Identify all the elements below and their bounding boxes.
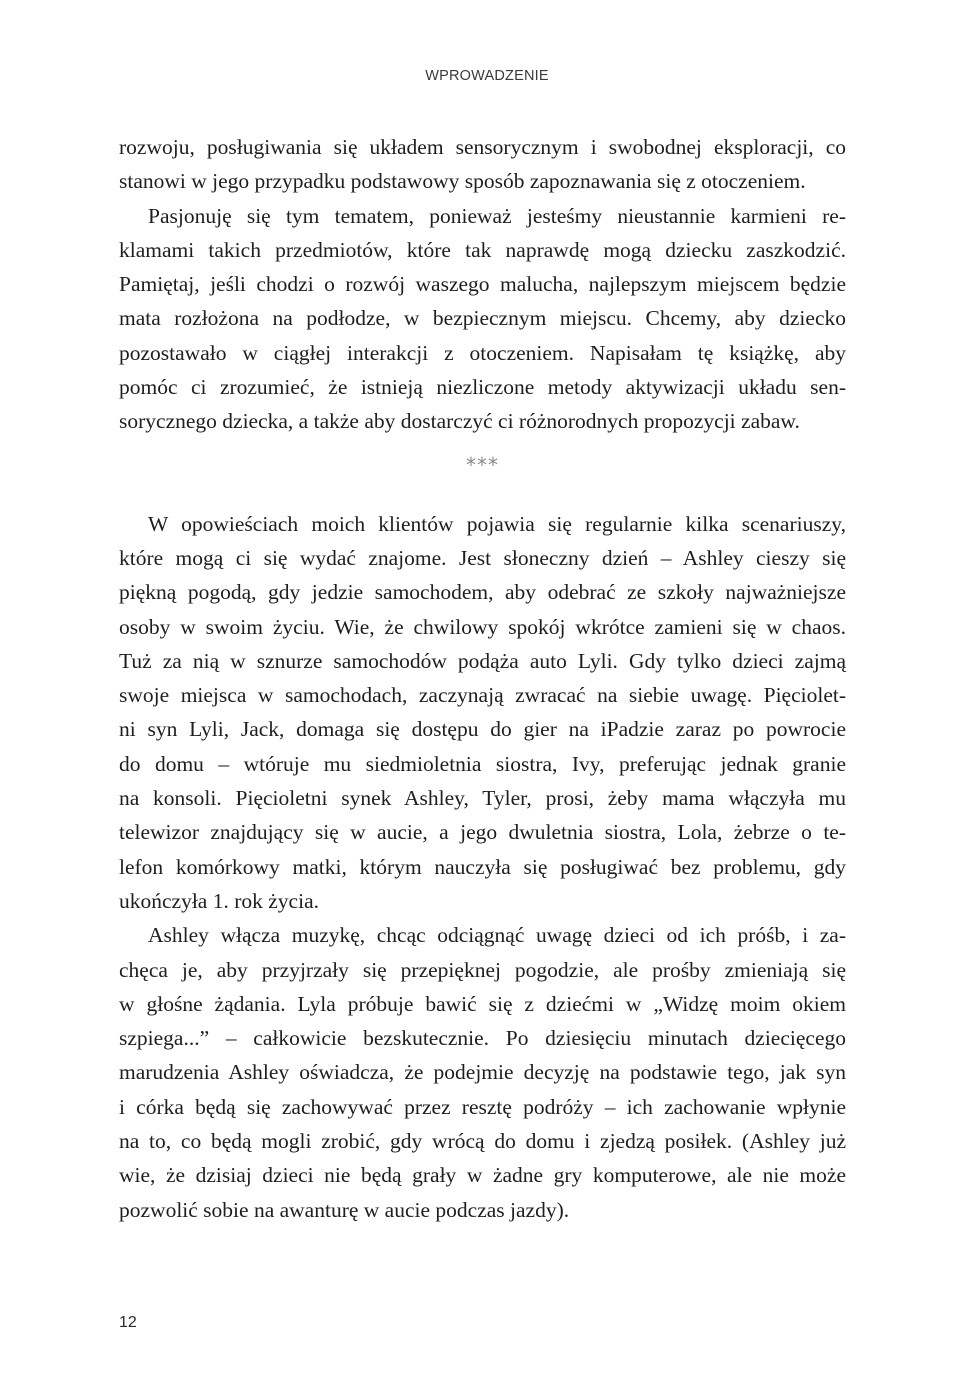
text-line: lefon komórkowy matki, którym nauczyła się posługiwać bez problemu, gdy xyxy=(119,854,846,879)
running-head: WPROWADZENIE xyxy=(425,68,549,84)
text-line: marudzenia Ashley oświadcza, że podejmie decyzję na podstawie tego, jak syn xyxy=(119,1060,846,1085)
text-line: na konsoli. Pięcioletni synek Ashley, Tyler, prosi, żeby mama włączyła mu xyxy=(119,786,846,811)
text-line: Pasjonuję się tym tematem, ponieważ jesteśmy nieustannie karmieni re- xyxy=(148,203,846,228)
text-line: w głośne żądania. Lyla próbuje bawić się z dziećmi w „Widzę moim okiem xyxy=(119,991,846,1016)
paragraph xyxy=(119,507,846,919)
text-line: do domu – wtóruje mu siedmioletnia siostra, Ivy, preferując jednak granie xyxy=(119,751,846,776)
text-line: W opowieściach moich klientów pojawia się regularnie kilka scenariuszy, xyxy=(148,511,846,536)
section-separator: *** xyxy=(466,452,499,477)
text-line: klamami takich przedmiotów, które tak naprawdę mogą dziecku zaszkodzić. xyxy=(119,237,846,262)
text-line: pozostawało w ciągłej interakcji z otoczeniem. Napisałam tę książkę, aby xyxy=(119,340,846,365)
text-line: sorycznego dziecka, a także aby dostarczyć ci różnorodnych propozycji zabaw. xyxy=(119,409,800,434)
text-line: ukończyła 1. rok życia. xyxy=(119,888,319,913)
text-line: mata rozłożona na podłodze, w bezpiecznym miejscu. Chcemy, aby dziecko xyxy=(119,306,846,331)
text-line: które mogą ci się wydać znajome. Jest słoneczny dzień – Ashley cieszy się xyxy=(119,545,846,570)
text-line: wie, że dzisiaj dzieci nie będą grały w żadne gry komputerowe, ale nie może xyxy=(119,1163,846,1188)
text-line: i córka będą się zachowywać przez resztę podróży – ich zachowanie wpłynie xyxy=(119,1094,846,1119)
text-line: Ashley włącza muzykę, chcąc odciągnąć uwagę dzieci od ich próśb, i za- xyxy=(148,923,846,948)
text-line: stanowi w jego przypadku podstawowy sposób zapoznawania się z otoczeniem. xyxy=(119,169,806,194)
spacer xyxy=(119,495,846,507)
paragraph xyxy=(119,918,846,1227)
text-line: pozwolić sobie na awanturę w aucie podczas jazdy). xyxy=(119,1197,570,1222)
text-line: ni syn Lyli, Jack, domaga się dostępu do gier na iPadzie zaraz po powrocie xyxy=(119,717,846,742)
text-line: osoby w swoim życiu. Wie, że chwilowy spokój wkrótce zamieni się w chaos. xyxy=(119,614,846,639)
page-number: 12 xyxy=(119,1314,137,1331)
text-line: rozwoju, posługiwania się układem sensorycznym i swobodnej eksploracji, co xyxy=(119,135,846,159)
paragraph xyxy=(119,130,846,199)
body-text xyxy=(119,130,846,1227)
text-line: na to, co będą mogli zrobić, gdy wrócą do domu i zjedzą posiłek. (Ashley już xyxy=(119,1129,846,1154)
text-line: szpiega...” – całkowicie bezskutecznie. Po dziesięciu minutach dziecięcego xyxy=(119,1026,846,1051)
text-line: Pamiętaj, jeśli chodzi o rozwój waszego malucha, najlepszym miejscem będzie xyxy=(119,272,846,297)
text-line: piękną pogodą, gdy jedzie samochodem, aby odebrać ze szkoły najważniejsze xyxy=(119,580,846,605)
text-line: swoje miejsca w samochodach, zaczynają zwracać na siebie uwagę. Pięciolet- xyxy=(119,683,846,708)
text-line: telewizor znajdujący się w aucie, a jego dwuletnia siostra, Lola, żebrze o te- xyxy=(119,820,846,845)
paragraph xyxy=(119,199,846,439)
text-line: Tuż za nią w sznurze samochodów podąża auto Lyli. Gdy tylko dzieci zajmą xyxy=(119,648,846,673)
text-line: chęca je, aby przyjrzały się przepięknej pogodzie, ale prośby zmieniają się xyxy=(119,957,846,982)
text-line: pomóc ci zrozumieć, że istnieją niezliczone metody aktywizacji układu sen- xyxy=(119,375,846,400)
